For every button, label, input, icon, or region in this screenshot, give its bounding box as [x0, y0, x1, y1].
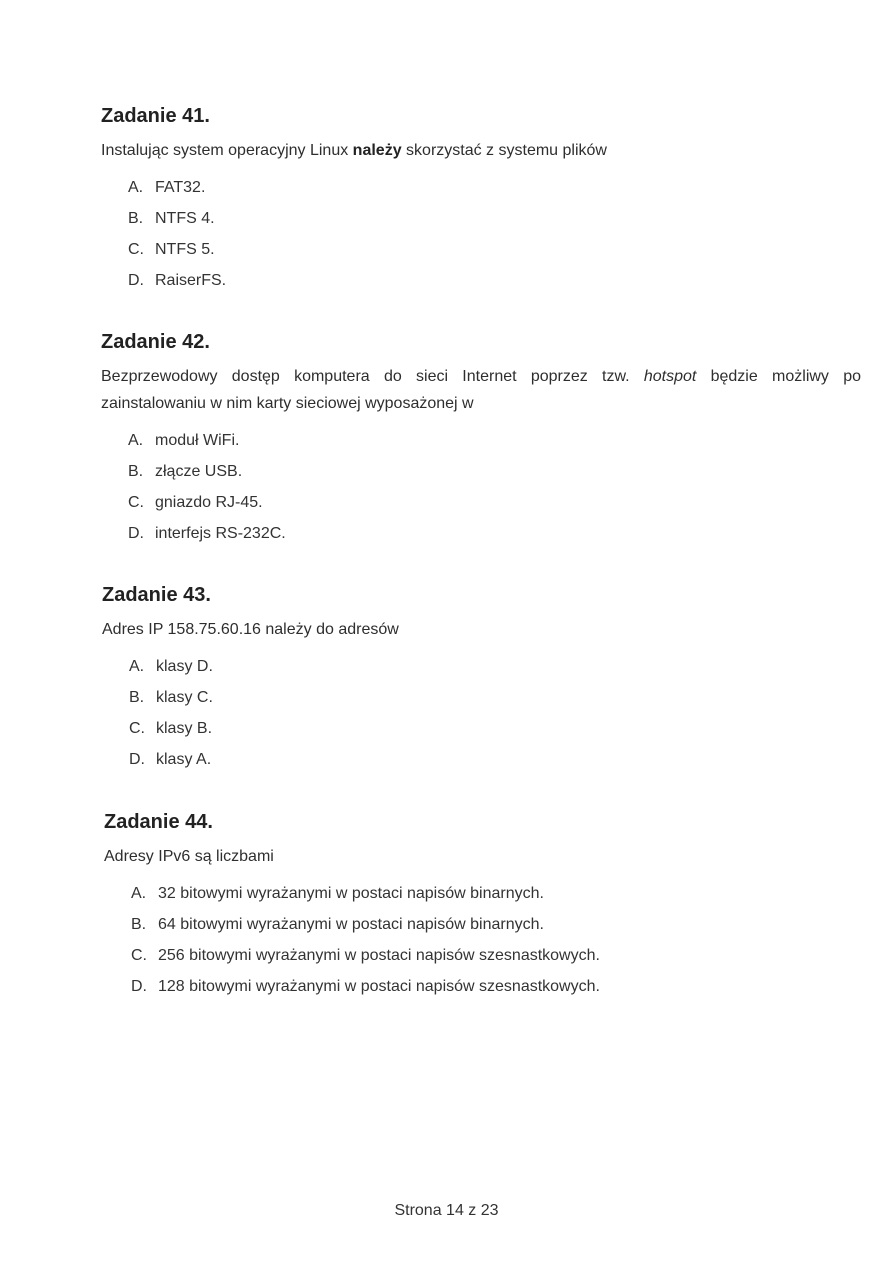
option-letter: D.: [128, 272, 144, 289]
question-text: skorzystać z systemu plików: [401, 142, 607, 159]
answer-option-d[interactable]: [128, 518, 861, 549]
answer-option-d[interactable]: [128, 265, 861, 296]
answer-options: [104, 878, 864, 1002]
option-text: klasy A.: [156, 751, 212, 768]
option-letter: D.: [129, 751, 145, 768]
answer-options: [101, 425, 861, 549]
task-question: [101, 363, 861, 417]
question-emphasis: należy: [352, 142, 402, 159]
task-question: Adresy IPv6 są liczbami: [104, 848, 274, 865]
option-text: 32 bitowymi wyrażanymi w postaci napisów binarnych.: [158, 885, 544, 902]
option-text: klasy B.: [156, 720, 213, 737]
answer-option-b[interactable]: [128, 203, 861, 234]
task-43: [102, 583, 862, 775]
answer-option-c[interactable]: [128, 487, 861, 518]
page-number: Strona 14 z 23: [394, 1202, 499, 1219]
question-italic: hotspot: [643, 368, 697, 385]
task-42: [101, 330, 861, 549]
task-44: [104, 810, 864, 1002]
task-title: Zadanie 44.: [104, 811, 213, 833]
option-text: moduł WiFi.: [155, 432, 240, 449]
answer-option-b[interactable]: [128, 456, 861, 487]
option-letter: B.: [131, 916, 147, 933]
option-letter: A.: [129, 658, 145, 675]
option-text: 256 bitowymi wyrażanymi w postaci napisów szesnastkowych.: [158, 947, 600, 964]
task-title: Zadanie 43.: [102, 584, 211, 606]
answer-options: [101, 172, 861, 296]
option-letter: B.: [128, 210, 144, 227]
option-letter: C.: [128, 241, 144, 258]
option-letter: B.: [128, 463, 144, 480]
option-letter: C.: [131, 947, 147, 964]
answer-option-a[interactable]: [131, 878, 864, 909]
option-text: 128 bitowymi wyrażanymi w postaci napisów szesnastkowych.: [158, 978, 600, 995]
option-text: RaiserFS.: [155, 272, 227, 289]
answer-option-b[interactable]: [131, 909, 864, 940]
answer-option-d[interactable]: [131, 971, 864, 1002]
option-text: interfejs RS-232C.: [155, 525, 286, 542]
option-letter: C.: [129, 720, 145, 737]
option-text: klasy D.: [156, 658, 213, 675]
answer-option-c[interactable]: [128, 234, 861, 265]
task-title: Zadanie 42.: [101, 331, 210, 353]
question-text: Bezprzewodowy dostęp komputera do sieci Internet poprzez tzw.: [101, 368, 644, 385]
option-letter: A.: [128, 432, 144, 449]
answer-options: [102, 651, 862, 775]
option-text: NTFS 4.: [155, 210, 215, 227]
task-41: [101, 104, 861, 296]
option-text: gniazdo RJ-45.: [155, 494, 263, 511]
answer-option-a[interactable]: [128, 172, 861, 203]
option-letter: C.: [128, 494, 144, 511]
answer-option-c[interactable]: [129, 713, 862, 744]
option-letter: D.: [128, 525, 144, 542]
answer-option-a[interactable]: [128, 425, 861, 456]
option-text: 64 bitowymi wyrażanymi w postaci napisów binarnych.: [158, 916, 544, 933]
task-question: [101, 137, 861, 164]
answer-option-d[interactable]: [129, 744, 862, 775]
option-letter: A.: [131, 885, 147, 902]
answer-option-c[interactable]: [131, 940, 864, 971]
answer-option-b[interactable]: [129, 682, 862, 713]
option-text: klasy C.: [156, 689, 213, 706]
option-text: FAT32.: [155, 179, 206, 196]
question-text: będzie możliwy po zainstalowaniu w nim karty sieciowej wyposażonej w: [101, 368, 861, 412]
task-title: Zadanie 41.: [101, 105, 210, 127]
option-letter: B.: [129, 689, 145, 706]
option-letter: A.: [128, 179, 144, 196]
option-letter: D.: [131, 978, 147, 995]
answer-option-a[interactable]: [129, 651, 862, 682]
option-text: NTFS 5.: [155, 241, 215, 258]
option-text: złącze USB.: [155, 463, 243, 480]
task-question: Adres IP 158.75.60.16 należy do adresów: [102, 621, 399, 638]
question-text: Instalując system operacyjny Linux: [101, 142, 353, 159]
